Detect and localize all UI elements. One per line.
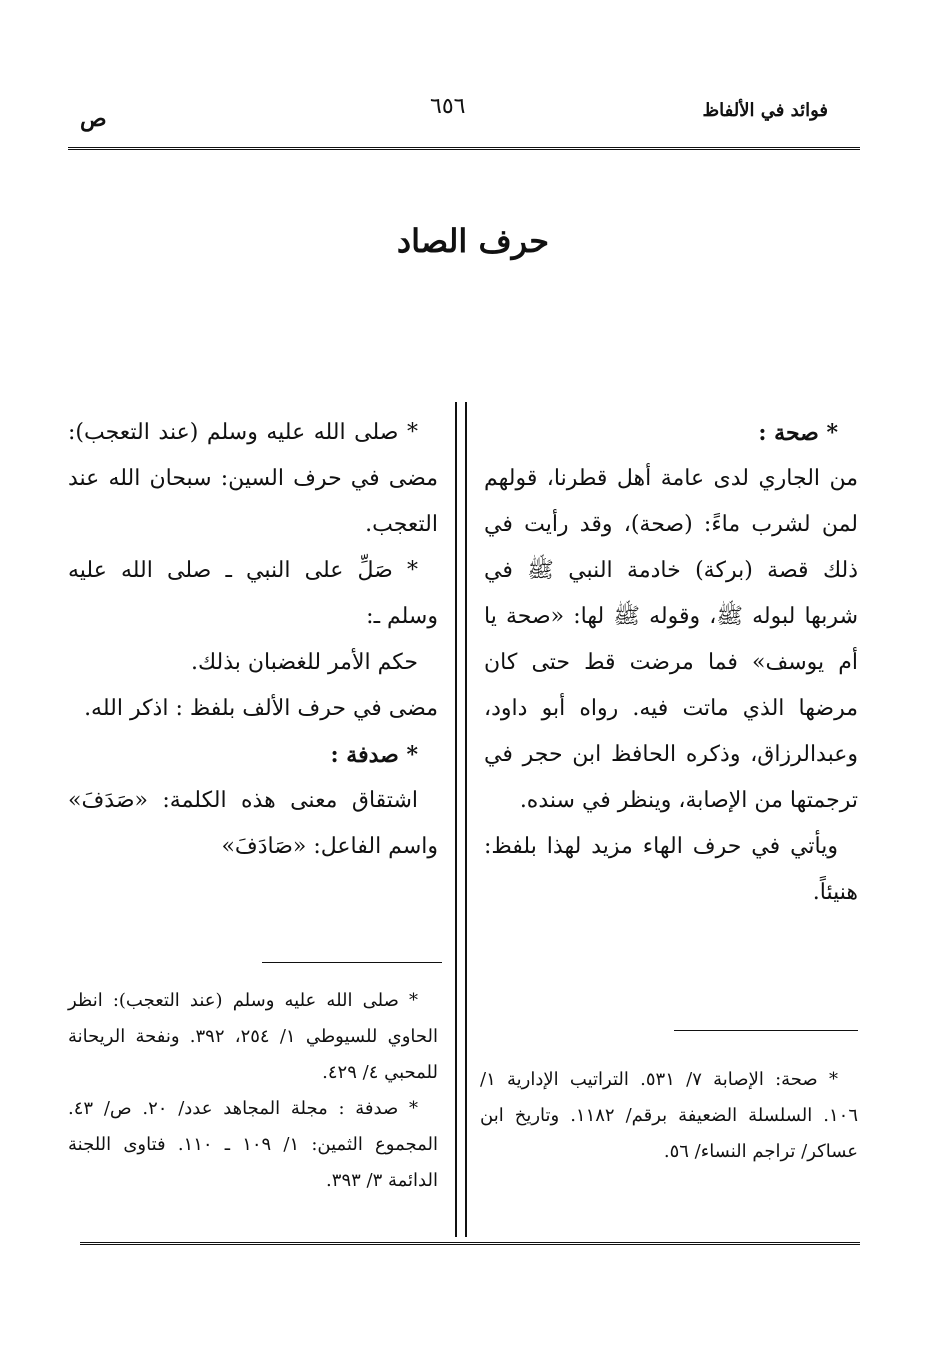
paragraph: مضى في حرف الألف بلفظ : اذكر الله. (84, 696, 438, 721)
paragraph: * صَلِّ على النبي ـ صلى الله عليه وسلم ـ: (68, 558, 438, 629)
paragraph: حكم الأمر للغضبان بذلك. (190, 650, 418, 675)
paragraph: من الجاري لدى عامة أهل قطرنا، قولهم لمن لشرب ماءً: (صحة)، وقد رأيت في ذلك قصة (بركة) خادمة النبي ﷺ في شربها لبوله ﷺ، وقوله ﷺ لها: «صحة يا أم يوسف» فما مرضت قط حتى كان مرضها الذي ماتت فيه. رواه أبو داود، وعبدالرزاق، وذكره الحافظ ابن حجر في ترجمتها من الإصابة، وينظر في سنده. (484, 466, 858, 813)
paragraph: ويأتي في حرف الهاء مزيد لهذا بلفظ: هنيئاً. (484, 834, 858, 905)
footnotes-left (68, 983, 438, 1199)
footnote: * صحة: الإصابة ٧/ ٥٣١. التراتيب الإدارية ١/ ١٠٦. السلسلة الضعيفة برقم/ ١١٨٢. وتاريخ ابن عساكر/ تراجم النساء/ ٥٦. (480, 1069, 858, 1162)
entry-heading: * صدفة : (330, 742, 418, 768)
footnote: * صلى الله عليه وسلم (عند التعجب): انظر الحاوي للسيوطي ١/ ٢٥٤، ٣٩٢. ونفحة الريحانة للمحبي ٤/ ٤٢٩. (68, 990, 439, 1083)
footnote-rule (674, 1030, 858, 1031)
left-column (68, 410, 438, 870)
entry-heading: * صحة : (758, 420, 838, 446)
bottom-rule (80, 1242, 860, 1245)
right-column (484, 410, 858, 916)
paragraph: اشتقاق معنى هذه الكلمة: «صَدَفَ» واسم الفاعل: «صَادَفَ» (68, 788, 438, 859)
paragraph: * صلى الله عليه وسلم (عند التعجب): مضى في حرف السين: سبحان الله عند التعجب. (68, 420, 438, 537)
footnote-rule (262, 962, 442, 963)
footnotes-right (480, 1062, 858, 1170)
running-letter: ص (80, 106, 107, 132)
chapter-title: حرف الصاد (396, 222, 550, 260)
page-number: ٦٥٦ (430, 94, 466, 119)
running-title: فوائد في الألفاظ (702, 100, 828, 121)
header-rule (68, 147, 860, 150)
footnote: * صدفة : مجلة المجاهد عدد/ ٢٠. ص/ ٤٣. المجموع الثمين: ١/ ١٠٩ ـ ١١٠. فتاوى اللجنة الدائمة ٣/ ٣٩٣. (68, 1098, 439, 1191)
column-divider (455, 402, 467, 1237)
